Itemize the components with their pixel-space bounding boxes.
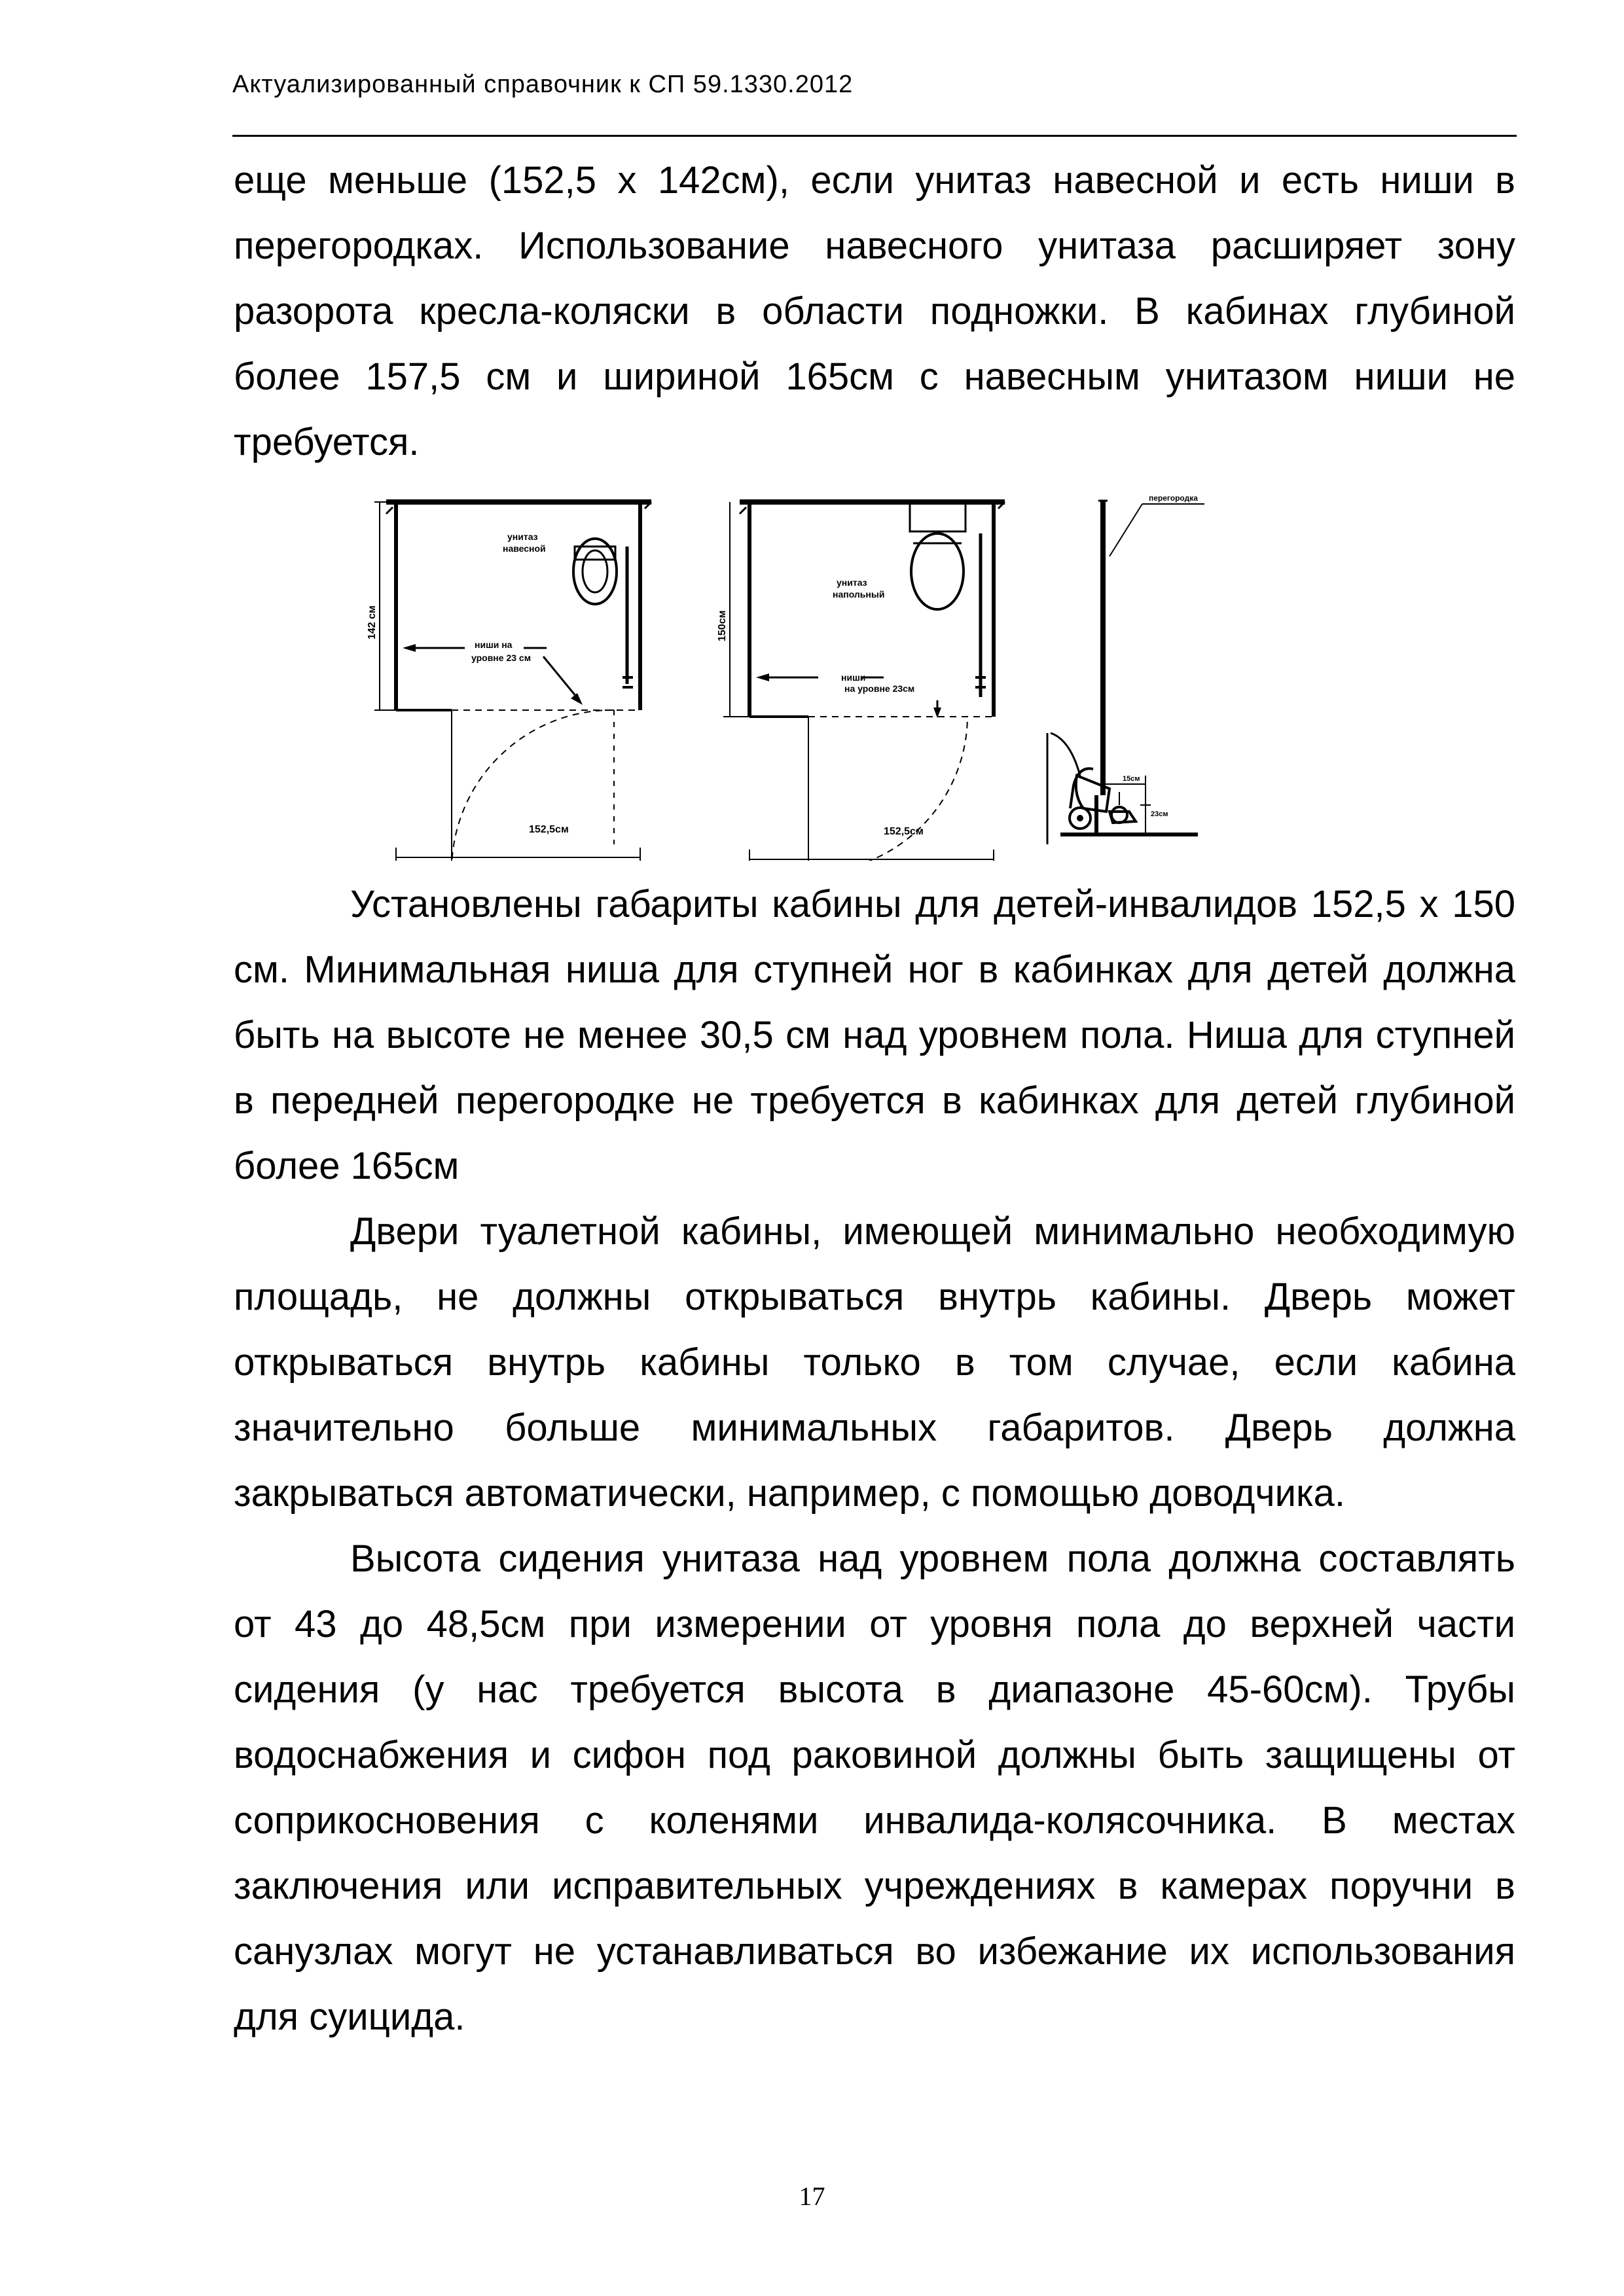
plan1-toilet-label: унитаз [507,531,538,542]
section-dimension-15: 15см [1123,775,1140,783]
text-line: более 157,5 см и шириной 165см с навесным унитазом ниши не [234,355,1515,398]
plan2-height-dimension: 150см [717,610,728,641]
text-line: для суицида. [234,1996,465,2038]
text-line: водоснабжения и сифон под раковиной должны быть защищены от [234,1734,1515,1776]
plan1-toilet-label: навесной [503,543,546,554]
section-dimension-23: 23см [1151,810,1168,818]
text-line: санузлах могут не устанавливаться во избежание их использования [234,1930,1515,1973]
text-line: разорота кресла-коляски в области подножки. В кабинах глубиной [234,290,1515,332]
paragraph [234,872,1515,1199]
toilet-cabin-figure [367,488,1244,861]
text-line: площадь, не должны открываться внутрь кабины. Дверь может [234,1276,1515,1318]
plan2-width-dimension: 152,5см [884,826,924,837]
plan2-niche-label: на уровне 23см [844,683,915,694]
text-line: сидения (у нас требуется высота в диапазоне 45-60см). Трубы [234,1668,1515,1711]
text-line: значительно больше минимальных габаритов. Дверь должна [234,1407,1515,1449]
plan1-niche-label: уровне 23 см [471,653,532,663]
plan1-niche-label: ниши на [475,639,513,650]
paragraph [234,1526,1515,2050]
text-line: закрываться автоматически, например, с помощью доводчика. [234,1472,1346,1515]
plan2-toilet-label: напольный [833,589,885,600]
plan2-niche-label: ниши [841,672,866,683]
page-number: 17 [799,2181,825,2211]
running-header: Актуализированный справочник к СП 59.1330.2012 [232,71,854,98]
text-line: требуется. [234,421,420,463]
text-block-top [234,148,1515,475]
plan-1-wall-mounted [374,502,651,861]
text-line: заключения или исправительных учреждениях в камерах поручни в [234,1865,1515,1907]
plan2-toilet-label: унитаз [837,577,867,588]
text-line: перегородках. Использование навесного унитаза расширяет зону [234,224,1515,267]
cabin-plans-drawing [367,488,1244,861]
text-block-bottom [234,872,1515,2050]
section-wheelchair-niche [1047,501,1204,844]
text-line: еще меньше (152,5 х 142см), если унитаз навесной и есть ниши в [234,159,1515,202]
text-line: см. Минимальная ниша для ступней ног в кабинках для детей должна [234,948,1515,991]
plan1-width-dimension: 152,5см [529,824,569,835]
text-line: от 43 до 48,5см при измерении от уровня пола до верхней части [234,1603,1515,1645]
text-line: Установлены габариты кабины для детей-инвалидов 152,5 х 150 [350,883,1515,925]
plan1-height-dimension: 142 см [367,605,378,639]
paragraph [234,1199,1515,1526]
text-line: открываться внутрь кабины только в том случае, если кабина [234,1341,1515,1384]
paragraph [234,148,1515,475]
text-line: Высота сидения унитаза над уровнем пола должна составлять [350,1537,1515,1580]
text-line: более 165см [234,1145,460,1187]
text-line: Двери туалетной кабины, имеющей минимально необходимую [350,1210,1515,1253]
section-partition-label: перегородка [1149,493,1198,503]
text-line: соприкосновения с коленями инвалида-колясочника. В местах [234,1799,1515,1842]
text-line: быть на высоте не менее 30,5 см над уровнем пола. Ниша для ступней [234,1014,1515,1056]
text-line: в передней перегородке не требуется в кабинках для детей глубиной [234,1079,1515,1122]
header-divider [232,135,1517,137]
